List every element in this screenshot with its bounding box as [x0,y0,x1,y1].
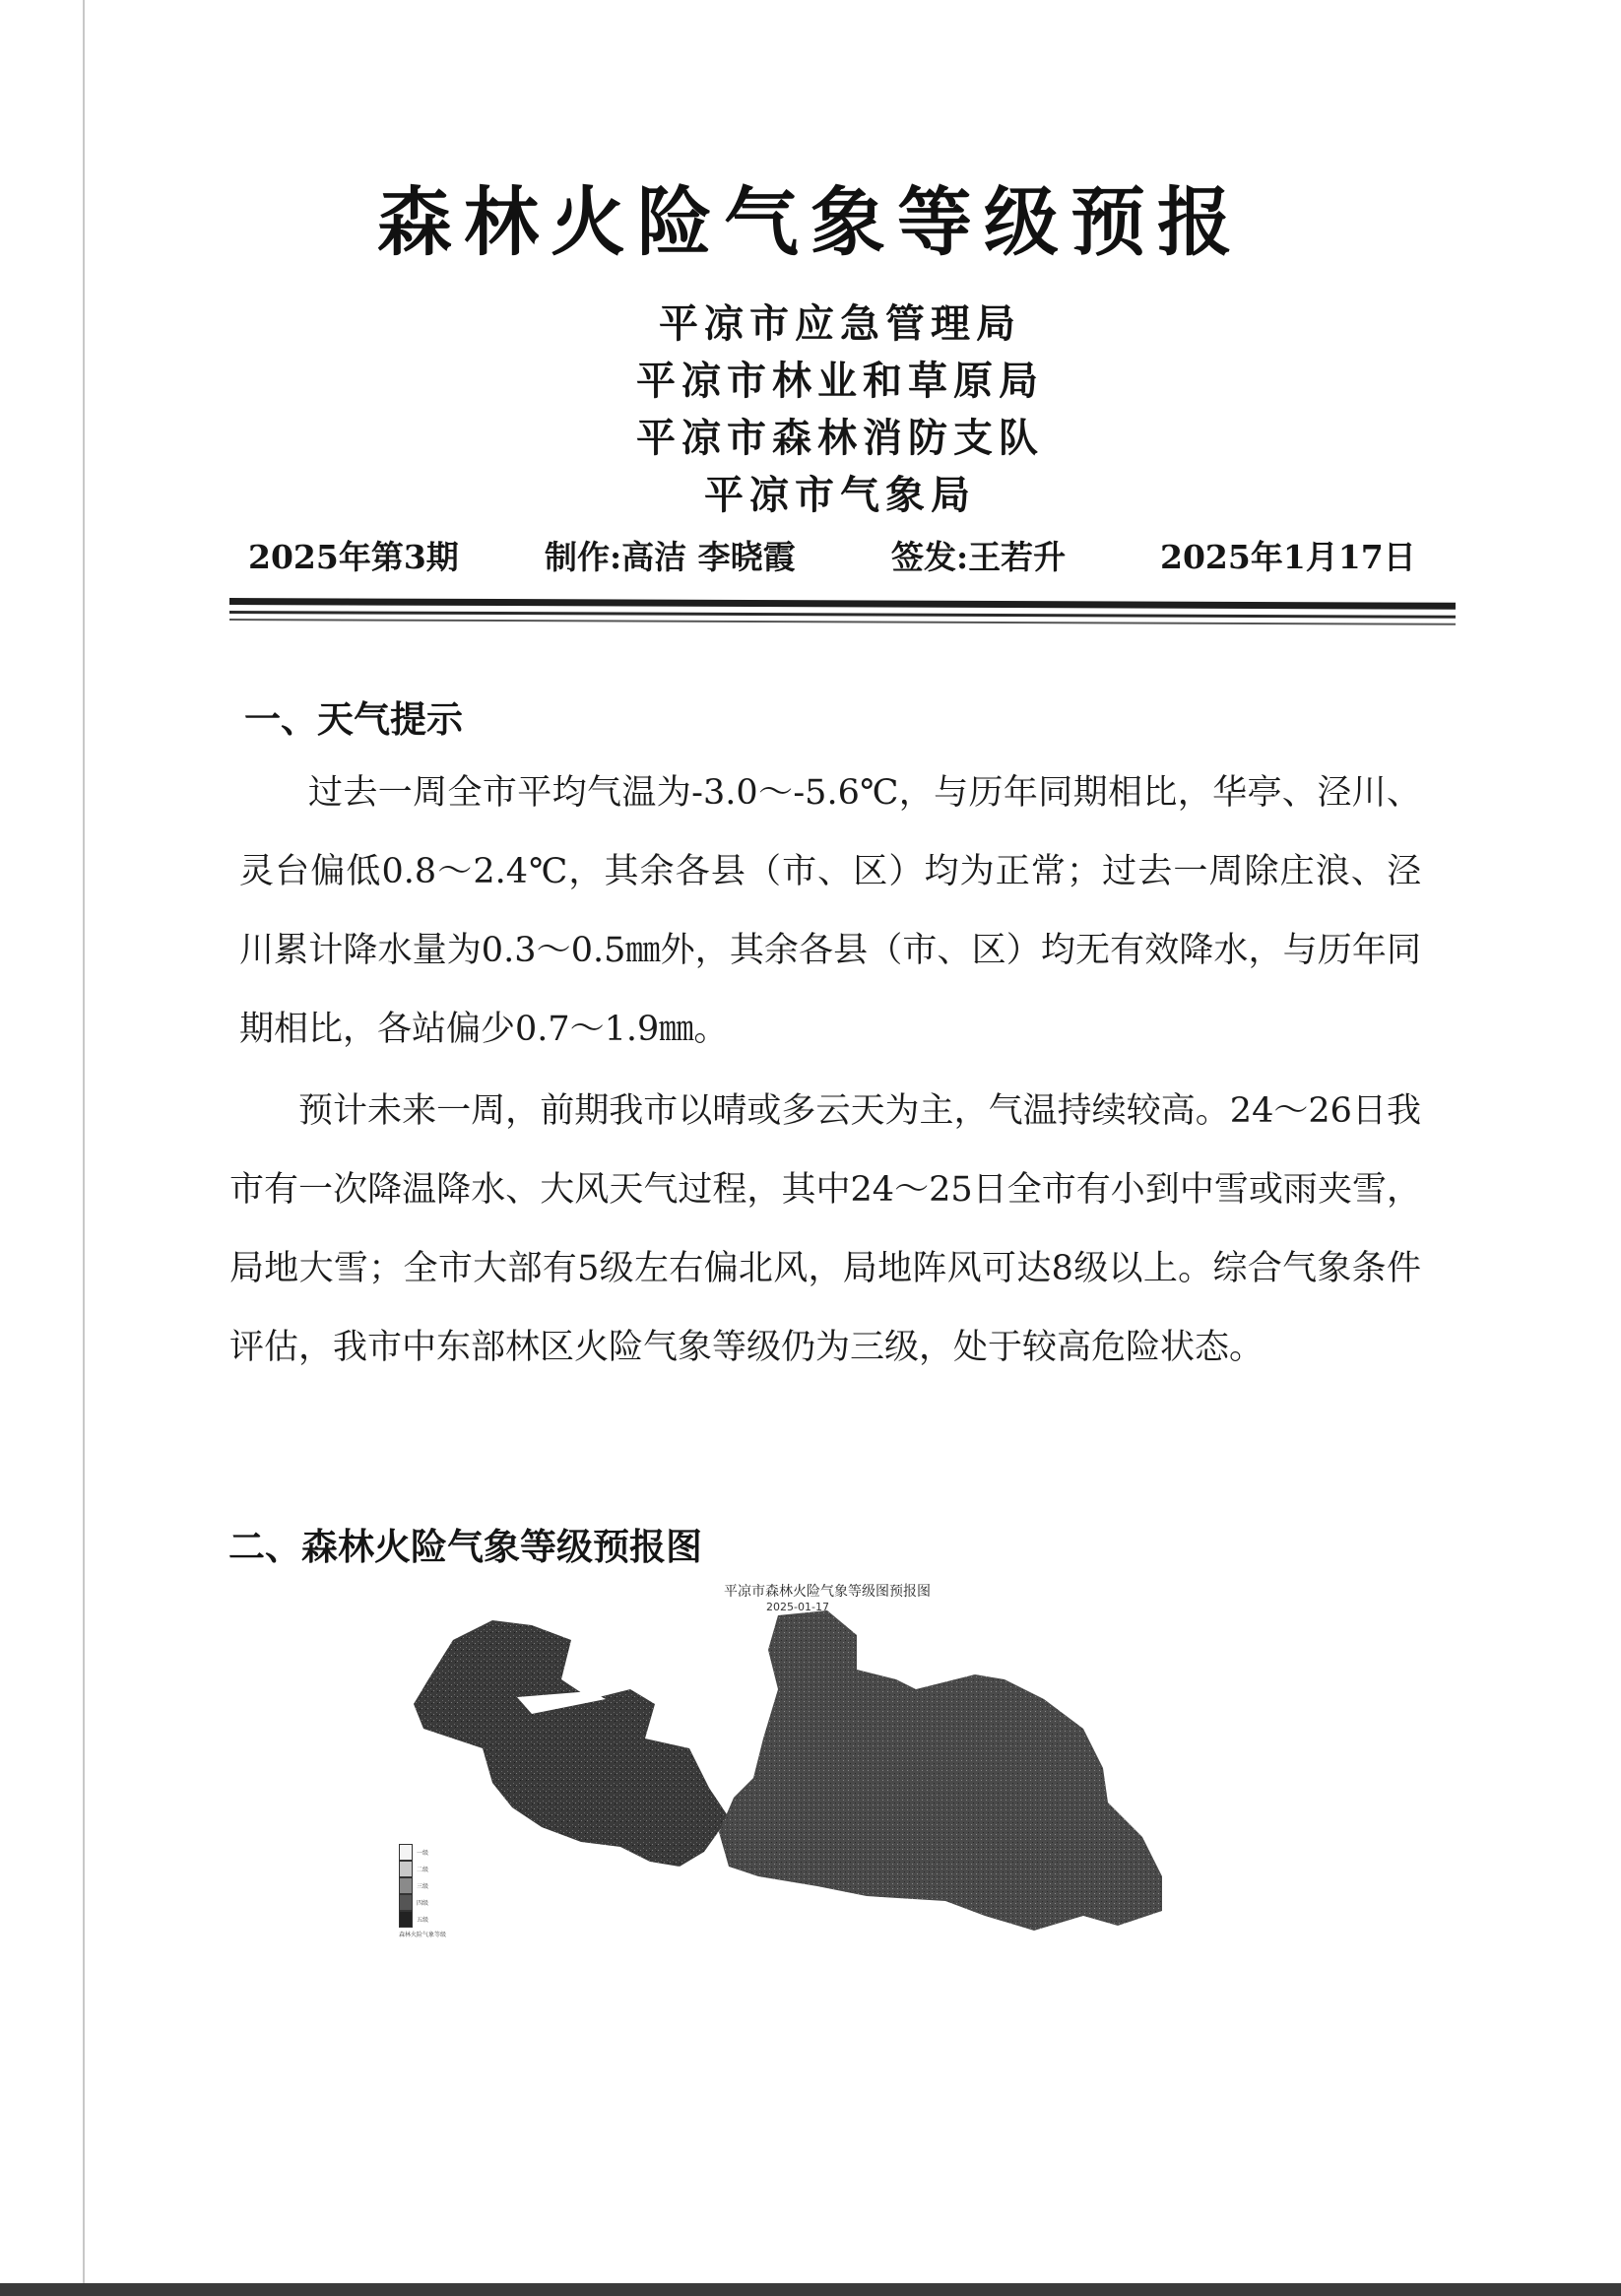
map-region-graphic [394,1581,1261,1985]
legend-label: 二级 [417,1867,429,1873]
signed-by: 签发:王若升 [891,538,1067,576]
document-title: 森林火险气象等级预报 [377,178,1244,266]
legend-item-level5 [399,1911,478,1928]
legend-swatch [399,1844,413,1861]
legend-item-level1 [399,1844,478,1861]
issuer-emergency: 平凉市应急管理局 [659,300,1021,347]
issuer-list [0,295,1621,524]
section-weather-title: 一、天气提示 [244,697,463,741]
section-map-title: 二、森林火险气象等级预报图 [228,1525,702,1568]
map-east-region [719,1610,1162,1931]
made-by: 制作:高洁 李晓霞 [545,538,796,576]
map-date: 2025-01-17 [766,1601,829,1613]
issue-date: 2025年1月17日 [1160,538,1416,576]
scan-bottom-edge [0,2283,1621,2296]
fire-risk-map [394,1581,1261,1985]
legend-item-level4 [399,1894,478,1911]
legend-swatch [399,1894,413,1911]
issue-number: 2025年第3期 [248,538,459,576]
map-title: 平凉市森林火险气象等级图预报图 [724,1584,931,1600]
legend-label: 三级 [417,1883,429,1890]
weather-paragraph-forecast: 预计未来一周，前期我市以晴或多云天为主，气温持续较高。24～26日我市有一次降温降水、大风天气过程，其中24～25日全市有小到中雪或雨夹雪，局地大雪；全市大部有5级左右偏北风，局地阵风可达8级以上。综合气象条件评估，我市中东部林区火险气象等级仍为三级，处于较高危险状态。 [229,1091,1421,1367]
issuer-forestry: 平凉市林业和草原局 [636,358,1044,404]
legend-label: 四级 [417,1900,429,1907]
legend-label: 五级 [417,1917,429,1924]
legend-swatch [399,1861,413,1877]
header-divider-thin [229,611,1456,619]
header-divider-hairline [229,619,1456,625]
legend-note: 森林火险气象等级 [399,1932,447,1938]
weather-paragraph-past: 过去一周全市平均气温为-3.0～-5.6℃，与历年同期相比，华亭、泾川、灵台偏低0.8～2.4℃，其余各县（市、区）均为正常；过去一周除庄浪、泾川累计降水量为0.3～0.5㎜外，其余各县（市、区）均无有效降水，与历年同期相比，各站偏少0.7～1.9㎜。 [239,773,1421,1049]
issuer-fire-brigade: 平凉市森林消防支队 [636,415,1044,461]
issuer-meteorology: 平凉市气象局 [704,472,976,518]
header-divider-thick [229,598,1456,610]
legend-label: 一级 [417,1850,429,1857]
legend-swatch [399,1877,413,1894]
legend-item-level3 [399,1877,478,1894]
legend-swatch [399,1911,413,1928]
map-legend [399,1844,478,1938]
legend-item-level2 [399,1861,478,1877]
map-west-region [414,1620,729,1867]
